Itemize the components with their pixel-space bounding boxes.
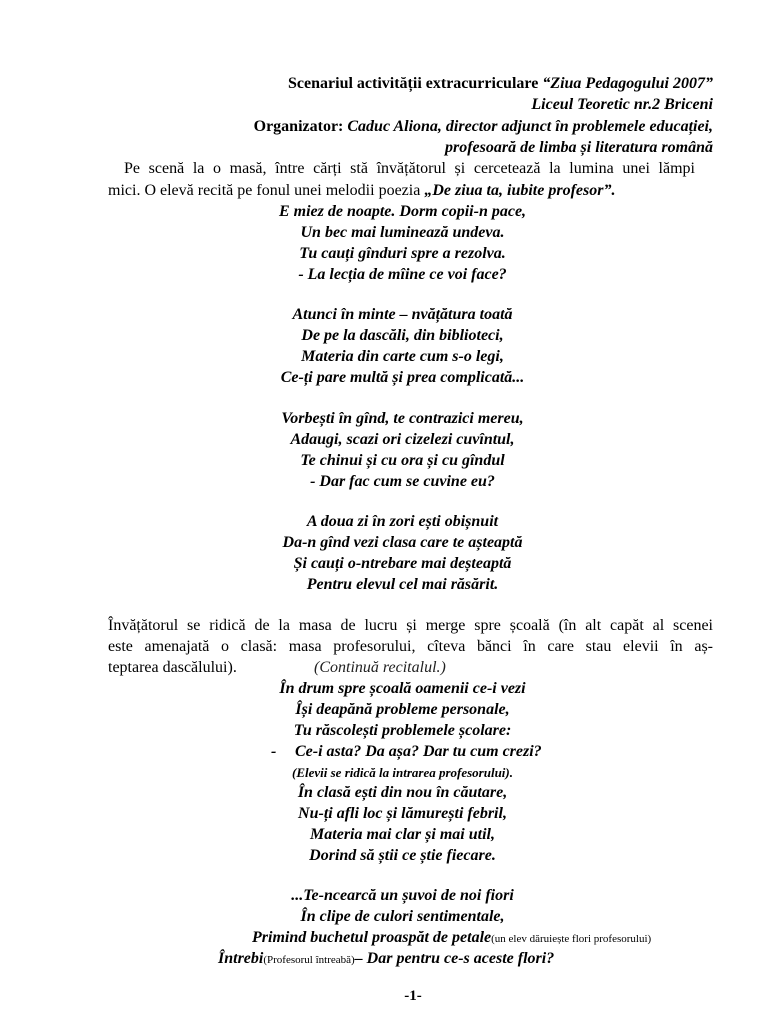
poem-line: Întrebi — [218, 950, 264, 967]
poem-dash: - — [271, 743, 277, 760]
organizer-text: Caduc Aliona, director adjunct în problemele educației, — [343, 118, 713, 135]
intro-text: mici. O elevă recită pe fonul unei melodii poezia — [108, 182, 425, 199]
poem-line-with-note — [252, 927, 651, 950]
organizer-label: Organizator: — [253, 118, 344, 135]
poem-title: „De ziua ta, iubite profesor”. — [424, 182, 616, 199]
stage-direction-continue: (Continuă recitalul.) — [314, 659, 446, 676]
poem-line: Își deapănă probleme personale, — [295, 701, 510, 718]
organizer-role: profesoară de limba și literatura română — [444, 139, 713, 156]
poem-line: Și cauți o-ntrebare mai deșteaptă — [293, 555, 512, 572]
stage-direction: (Elevii se ridică la intrarea profesorului). — [292, 765, 513, 780]
intro-line-2 — [108, 180, 615, 201]
document-title — [288, 73, 713, 94]
poem-line: Da-n gînd vezi clasa care te așteaptă — [282, 534, 523, 551]
stage-direction: (un elev dăruiește flori profesorului) — [491, 933, 652, 945]
title-event: “Ziua Pedagogului 2007” — [542, 75, 713, 92]
poem-line: Tu cauți gînduri spre a rezolva. — [299, 245, 506, 262]
school-name: Liceul Teoretic nr.2 Briceni — [531, 96, 713, 113]
poem-line: Un bec mai luminează undeva. — [300, 224, 505, 241]
poem-line: Ce-ți pare multă și prea complicată... — [280, 369, 525, 386]
poem-line: – Dar pentru ce-s aceste flori? — [354, 950, 555, 967]
narration-text: teptarea dascălului). — [108, 659, 237, 676]
poem-line: E miez de noapte. Dorm copii-n pace, — [278, 203, 527, 220]
poem-line: ...Te-ncearcă un șuvoi de noi fiori — [291, 887, 514, 904]
poem-line: În drum spre școală oamenii ce-i vezi — [279, 680, 526, 697]
poem-line: Materia mai clar și mai util, — [310, 826, 495, 843]
narration-line-2: este amenajată o clasă: masa profesorului, cîteva bănci în care stau elevii în aș- — [108, 638, 713, 655]
poem-line: Ce-i asta? Da așa? Dar tu cum crezi? — [295, 743, 542, 760]
narration-line-1: Învățătorul se ridică de la masa de lucru și merge spre școală (în alt capăt al scenei — [108, 617, 713, 634]
poem-line: Primind buchetul proaspăt de petale — [252, 929, 492, 946]
intro-line-1: Pe scenă la o masă, între cărți stă învățătorul și cercetează la lumina unei lămpi — [124, 160, 695, 177]
stage-direction: (Profesorul întreabă) — [263, 954, 355, 966]
poem-line: - Dar fac cum se cuvine eu? — [310, 473, 495, 490]
poem-line: Nu-ți afli loc și lămurești febril, — [298, 805, 507, 822]
poem-line: Pentru elevul cel mai răsărit. — [306, 576, 499, 593]
poem-line: În clasă ești din nou în căutare, — [297, 784, 508, 801]
poem-line: Vorbești în gînd, te contrazici mereu, — [281, 410, 524, 427]
poem-line: Materia din carte cum s-o legi, — [301, 348, 504, 365]
poem-line: În clipe de culori sentimentale, — [300, 908, 505, 925]
organizer-line — [254, 116, 713, 137]
poem-line: Te chinui și cu ora și cu gîndul — [300, 452, 505, 469]
title-prefix: Scenariul activității extracurriculare — [288, 75, 543, 92]
poem-line: - La lecția de mîine ce voi face? — [298, 266, 507, 283]
poem-line: Adaugi, scazi ori cizelezi cuvîntul, — [290, 431, 515, 448]
poem-line-with-note — [218, 948, 554, 971]
narration-line-3 — [108, 657, 446, 678]
poem-line: De pe la dascăli, din biblioteci, — [301, 327, 504, 344]
poem-line: Dorind să știi ce știe fiecare. — [309, 847, 496, 864]
page-number: -1- — [404, 988, 422, 1004]
poem-line: A doua zi în zori ești obișnuit — [306, 513, 499, 530]
poem-line: Tu răscolești problemele școlare: — [293, 722, 512, 739]
poem-line: Atunci în minte – nvățătura toată — [292, 306, 513, 323]
